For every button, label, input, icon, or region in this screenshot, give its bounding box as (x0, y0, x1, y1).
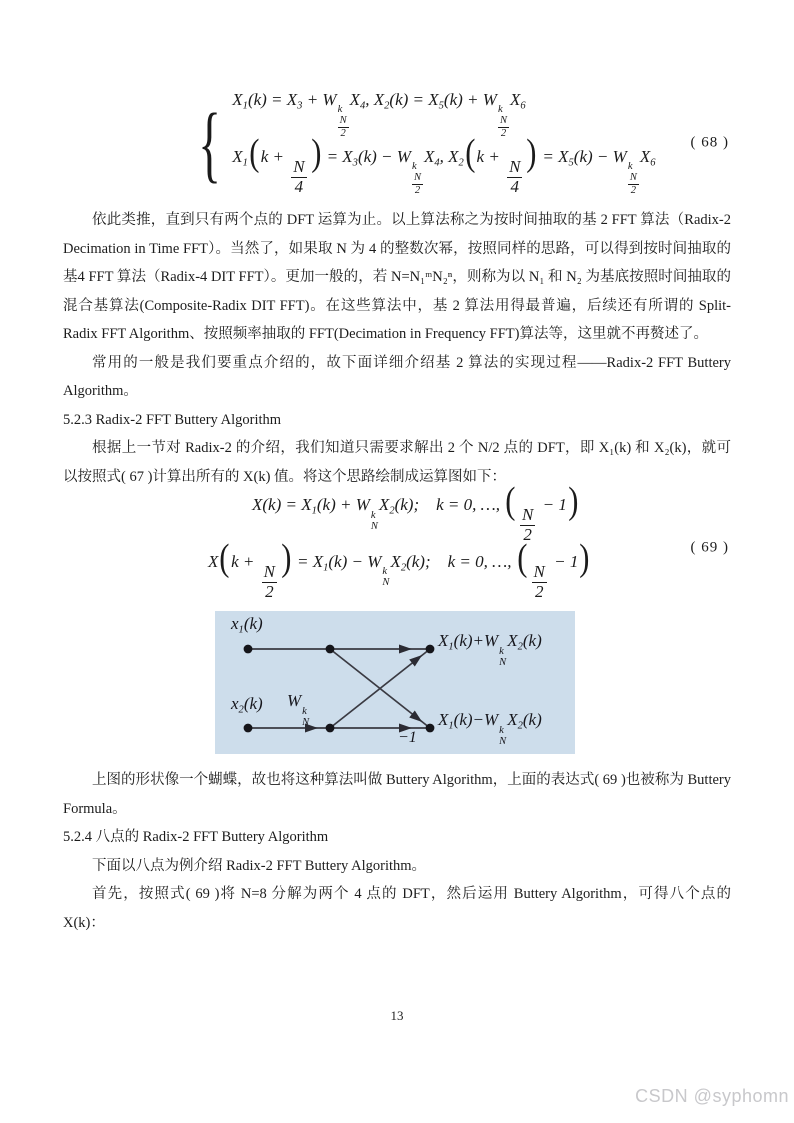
csdn-watermark: CSDN @syphomn (635, 1086, 789, 1106)
equation-68-line-2: $X_1(k$ + $\frac{N}{4}$ ) = $X_3(k) - W$ k $\frac{N}{2}$ $X_4$, $X_2(k$ + $\frac{N}{4}$ ) = $X_5(k) - W$ k $\frac{N}{2}$ $X_6$ (232, 131, 656, 196)
heading-5-2-4: 5.2.4 八点的 Radix-2 FFT Buttery Algorithm (63, 829, 329, 846)
paragraph-radix-families: 依此类推，直到只有两个点的 DFT 运算为止。以上算法称之为按时间抽取的基 2 FFT 算法（Radix-2 Decimation in Time FFT）。当然了，如果取 N 为 4 的整数次幂，按照同样的思路，可以得到按时间抽取的基4 FFT 算法（Radix-4 DIT FFT）。更加一般的，若 N=N₁ᵐN₂ⁿ，则称为以 N₁ 和 N₂ 为基底按照时间抽取的混合基算法(Composite-Radix DIT FFT)。在这些算法中，基 2 算法用得最普遍，后续还有所谓的 Split-Radix FFT Algorithm、按照频率抽取的 FFT(Decimation in Frequency FFT)算法等，这里就不再赘述了。 (63, 212, 731, 343)
paragraph-common-algorithm-intro: 常用的一般是我们要重点介绍的，故下面详细介绍基 2 算法的实现过程——Radix-2 FFT Buttery Algorithm。 (63, 354, 731, 400)
diagram-minus-one-label: −1 (398, 729, 417, 747)
equation-69-line-1: $X(k) = X_1(k) + W$ k N $X_2(k)$; k = 0, …, ( $\frac{N}{2}$ − 1) (252, 480, 579, 545)
arrowhead-icon (399, 645, 412, 654)
equation-69-lines (208, 480, 591, 601)
node-dot (326, 645, 335, 654)
diagram-twiddle-factor-label: W k N (287, 691, 310, 728)
node-dot (326, 724, 335, 733)
diagram-input-x2-label: $x_2(k)$ (231, 694, 263, 717)
page-number: 13 (390, 1008, 404, 1023)
equation-68-lines (232, 90, 655, 196)
diagram-output-sum-label: $X_1(k)+W$ k N $X_2(k)$ (438, 631, 542, 668)
equation-69-line-2: X(k + $\frac{N}{2}$ ) = $X_1(k) - W$ k N $X_2(k)$; k = 0, …, ( $\frac{N}{2}$ − 1) (208, 536, 590, 601)
equation-68 (189, 90, 731, 196)
node-dot (426, 645, 435, 654)
heading-5-2-3: 5.2.3 Radix-2 FFT Buttery Algorithm (63, 411, 282, 428)
equation-69-number: ( 69 ) (690, 539, 729, 556)
butterfly-diagram (215, 611, 575, 754)
node-dot (426, 724, 435, 733)
left-brace-delimiter: { (198, 95, 221, 192)
page-content (63, 0, 731, 937)
paragraph-butterfly-naming: 上图的形状像一个蝴蝶，故也将这种算法叫做 Buttery Algorithm，上面的表达式( 69 )也被称为 Buttery Formula。 (63, 772, 731, 817)
paragraph-eight-point-decompose: 首先，按照式( 69 )将 N=8 分解为两个 4 点的 DFT，然后运用 Buttery Algorithm，可得八个点的 X(k)： (63, 886, 731, 931)
node-dot (244, 724, 253, 733)
equation-68-line-1: $X_1(k) = X_3 + W$ k $\frac{N}{2}$ $X_4$, $X_2(k) = X_5(k) + W$ k $\frac{N}{2}$ $X_6$ (232, 90, 526, 140)
paragraph-radix2-recall: 根据上一节对 Radix-2 的介绍，我们知道只需要求解出 2 个 N/2 点的 DFT，即 X₁(k) 和 X₂(k)，就可以按照式( 67 )计算出所有的 X(k) 值。将这个思路绘制成运算图如下： (63, 440, 731, 485)
equation-68-number: ( 68 ) (690, 134, 729, 151)
diagram-output-difference-label: $X_1(k)-W$ k N $X_2(k)$ (438, 710, 542, 747)
paragraph-eight-point-intro: 下面以八点为例介绍 Radix-2 FFT Buttery Algorithm。 (92, 857, 427, 874)
node-dot (244, 645, 253, 654)
diagram-input-x1-label: $x_1(k)$ (231, 614, 263, 637)
equation-69 (208, 480, 731, 601)
